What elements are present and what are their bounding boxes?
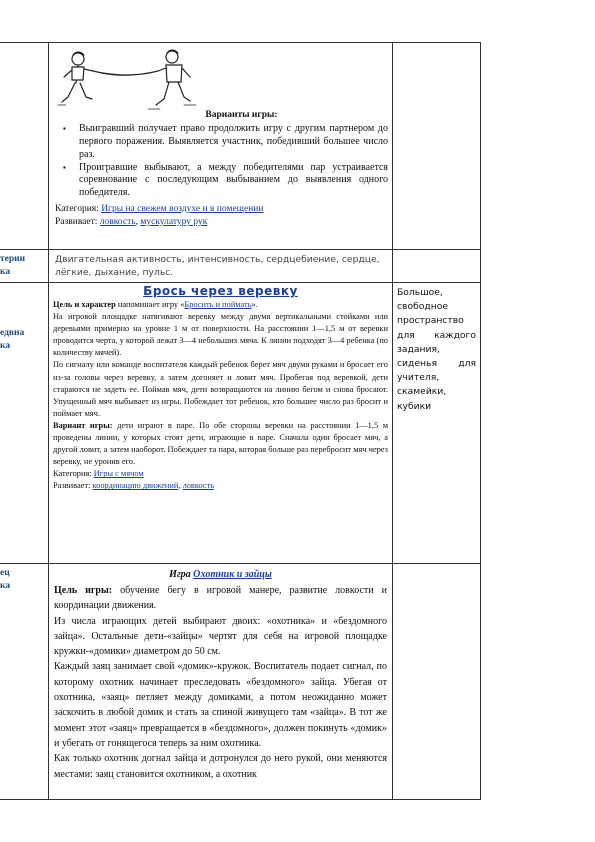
develops-line [55,216,388,229]
game-title-link[interactable]: Охотник и зайцы [193,569,272,580]
left-text: ка [0,341,11,351]
column-divider-2 [392,42,393,800]
left-text: ка [0,267,11,277]
game-rope-throw [53,284,388,493]
variant-item: ▪ Проигравшие выбывают, а между победителями пар устраивается соревнование с последующим выбыванием до выявления одного победителя. [79,162,388,200]
goal-line [53,299,388,311]
paragraph: На игровой площадке натягивают веревку между двумя вертикальными стойками или деревьями примерно на уровне 1 м от поверхности. На расстоянии 1—1,5 м от веревки проводится черта, у которой лежат 3—4 небольших мяча. К линии подходят 3—4 ребенка (по количеству мячей). [53,312,388,358]
skill-link[interactable]: координацию движений [92,481,179,491]
variant-label: Вариант игры: [53,420,113,430]
criteria-text: Двигательная активность, интенсивность, сердцебиение, сердце, лёгкие, дыхание, пульс. [55,254,380,278]
category-link[interactable]: Игры на свежем воздухе и в помещении [101,203,264,214]
develops-line [53,480,388,492]
game-title [54,568,387,581]
left-cell-game3 [0,567,46,593]
column-divider-1 [48,42,49,800]
category-line [53,468,388,480]
left-text: терии [0,254,26,264]
left-text: едвна [0,328,25,338]
goal-text: обучение бегу в игровой манере, развитие ловкости и координации движения. [54,585,387,612]
game-hunter-hares [54,568,387,782]
criteria-cell [55,253,385,279]
paragraph: Из числа играющих детей выбирают двоих: «охотника» и «бездомного зайца». Остальные дети-«зайцы» чертят для себя на игровой площадке кружки-«домики» диаметром до 50 см. [54,615,387,658]
variants-title: Варианты игры: [205,110,278,120]
row-divider-1 [0,249,481,250]
left-text: ка [0,581,11,591]
category-line [55,203,388,216]
goal-line [54,583,387,614]
related-game-link[interactable]: Бросить и поймать [184,300,252,309]
children-playing-illustration [56,47,208,117]
develops-label: Развивает: [55,216,100,227]
table-top-border [0,42,481,43]
variants-list [55,123,388,200]
goal-text: напоминает игру « [115,300,185,309]
skill-link[interactable]: ловкость [182,481,215,491]
game-illustration [56,47,208,117]
equipment-text: Большое, свободное пространство для каждого задания, сиденья для учителя, скамейки, кубики [397,287,476,412]
skill-link[interactable]: мускулатуру рук [140,216,208,227]
separator: , [178,481,183,491]
skill-link[interactable]: ловкость [99,216,136,227]
row-divider-2 [0,282,481,283]
paragraph: По сигналу или команде воспитателя каждый ребенок берет мяч двумя руками и бросает его из-за головы через веревку, а затем догоняет и ловит мяч. Пробегая под веревкой, дети стараются не задеть ее. Поймав мяч, дети возвращаются на линию бегом и снова бросают. Упущенный мяч выбывает из игры. Побеждает тот ребенок, кто большее число раз бросит и поймает мяч. [53,360,388,418]
category-label: Категория: [53,469,94,479]
title-prefix: Игра [169,569,194,580]
column-divider-3 [480,42,481,800]
left-text: ец [0,568,10,578]
goal-label: Цель и характер [53,300,116,309]
variant-line [53,420,388,468]
row-divider-3 [0,563,481,564]
paragraph: Каждый заяц занимает свой «домик»-кружок. Воспитатель подает сигнал, по которому охотник начинает преследовать «бездомного» зайца. Убегая от охотника, «заяц» петляет между домиками, а потом неожиданно может заскочить в любой домик и стать за спиной живущего там «зайца». В тот же момент этот «заяц» превращается в «бездомного», должен покинуть «домик» и убегать от гонящегося теперь за ним охотника. [54,661,387,749]
left-cell-game2 [0,327,46,353]
equipment-cell [397,286,476,414]
goal-label: Цель игры: [54,585,113,596]
paragraph: Как только охотник догнал зайца и дотронулся до него рукой, они меняются местами: заяц становится охотником, а охотник [54,753,387,780]
table-bottom-border [0,799,481,800]
variants-block [55,109,388,229]
category-link[interactable]: Игры с мячом [93,469,144,479]
variant-item: ▪ Выигравший получает право продолжить игру с другим партнером до первого поражения. Выявляется участник, победивший большее число раз. [79,123,388,161]
game-title-link[interactable]: Брось через веревку [143,284,298,298]
develops-label: Развивает: [53,481,93,491]
category-label: Категория: [55,203,102,214]
separator: , [135,216,141,227]
variant-text: дети играют в паре. По обе стороны веревки на расстоянии 1—1,5 м проведены линии, у которых стоят дети, играющие в паре. Сначала один бросает мяч, а другой ловит, а затем наоборот. Побеждает та пара, которая больше раз перебросит мяч через веревку, не уронив его. [53,420,388,467]
goal-end: ». [251,300,258,309]
left-cell-criteria [0,253,46,279]
